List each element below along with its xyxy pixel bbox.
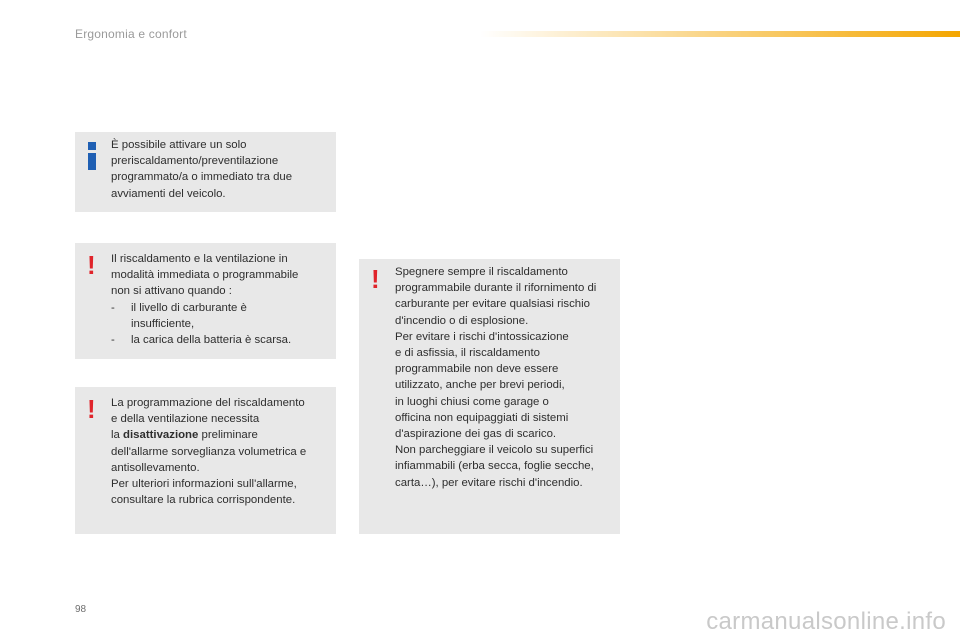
warning-line: e di asfissia, il riscaldamento bbox=[395, 347, 540, 360]
warning-line-bold: disattivazione bbox=[123, 429, 199, 442]
warning-line: Non parcheggiare il veicolo su superfici bbox=[395, 444, 594, 457]
list-dash: - bbox=[111, 334, 115, 347]
warning-line: programmabile durante il rifornimento di bbox=[395, 282, 597, 295]
warning-line: Il riscaldamento e la ventilazione in bbox=[111, 253, 288, 265]
info-icon-stem bbox=[88, 153, 96, 170]
warning-line: d'incendio o di esplosione. bbox=[395, 314, 529, 327]
warning-line bbox=[111, 427, 333, 443]
warning-line: consultare la rubrica corrispondente. bbox=[111, 494, 296, 507]
warning-text bbox=[395, 264, 619, 491]
warning-exclamation-icon: ! bbox=[87, 394, 96, 424]
list-item-line: la carica della batteria è scarsa. bbox=[131, 334, 292, 347]
info-icon bbox=[88, 142, 98, 172]
info-box bbox=[75, 132, 336, 212]
warning-line-suffix: preliminare bbox=[198, 429, 258, 442]
warning-exclamation-icon: ! bbox=[371, 264, 380, 294]
watermark-link[interactable]: carmanualsonline.info bbox=[706, 608, 946, 635]
warning-line: e della ventilazione necessita bbox=[111, 413, 260, 426]
warning-line: programmabile non deve essere bbox=[395, 363, 559, 376]
warning-line: d'aspirazione dei gas di scarico. bbox=[395, 428, 557, 441]
info-text bbox=[111, 137, 333, 202]
page-number: 98 bbox=[75, 604, 87, 615]
header-accent-bar bbox=[480, 31, 960, 37]
list-item bbox=[111, 300, 333, 332]
warning-line: utilizzato, anche per brevi periodi, bbox=[395, 379, 565, 392]
info-line: avviamenti del veicolo. bbox=[111, 187, 226, 200]
warning-line: Spegnere sempre il riscaldamento bbox=[395, 266, 568, 278]
info-icon-dot bbox=[88, 142, 96, 150]
warning-line: La programmazione del riscaldamento bbox=[111, 397, 305, 409]
warning-box-safety bbox=[359, 259, 620, 534]
warning-line: non si attivano quando : bbox=[111, 285, 232, 298]
info-line: È possibile attivare un solo bbox=[111, 139, 247, 151]
warning-line: carta…), per evitare rischi d'incendio. bbox=[395, 476, 583, 489]
list-item bbox=[111, 332, 333, 348]
list-item-line: il livello di carburante è bbox=[131, 301, 247, 314]
warning-line-prefix: la bbox=[111, 429, 124, 442]
warning-line: Per ulteriori informazioni sull'allarme, bbox=[111, 478, 297, 491]
warning-box-conditions bbox=[75, 243, 336, 359]
info-line: programmato/a o immediato tra due bbox=[111, 171, 293, 184]
warning-line: antisollevamento. bbox=[111, 461, 200, 474]
list-item-line: insufficiente, bbox=[131, 317, 195, 330]
list-dash: - bbox=[111, 301, 115, 314]
warning-line: Per evitare i rischi d'intossicazione bbox=[395, 330, 569, 343]
warning-line: in luoghi chiusi come garage o bbox=[395, 395, 549, 408]
warning-text bbox=[111, 251, 333, 348]
section-title: Ergonomia e confort bbox=[75, 27, 187, 41]
warning-text bbox=[111, 395, 333, 508]
warning-line: infiammabili (erba secca, foglie secche, bbox=[395, 460, 594, 473]
warning-line: modalità immediata o programmabile bbox=[111, 269, 299, 282]
warning-line: dell'allarme sorveglianza volumetrica e bbox=[111, 445, 307, 458]
warning-exclamation-icon: ! bbox=[87, 250, 96, 280]
info-line: preriscaldamento/preventilazione bbox=[111, 155, 279, 168]
warning-box-alarm bbox=[75, 387, 336, 534]
warning-line: carburante per evitare qualsiasi rischio bbox=[395, 298, 591, 311]
warning-line: officina non equipaggiati di sistemi bbox=[395, 411, 569, 424]
